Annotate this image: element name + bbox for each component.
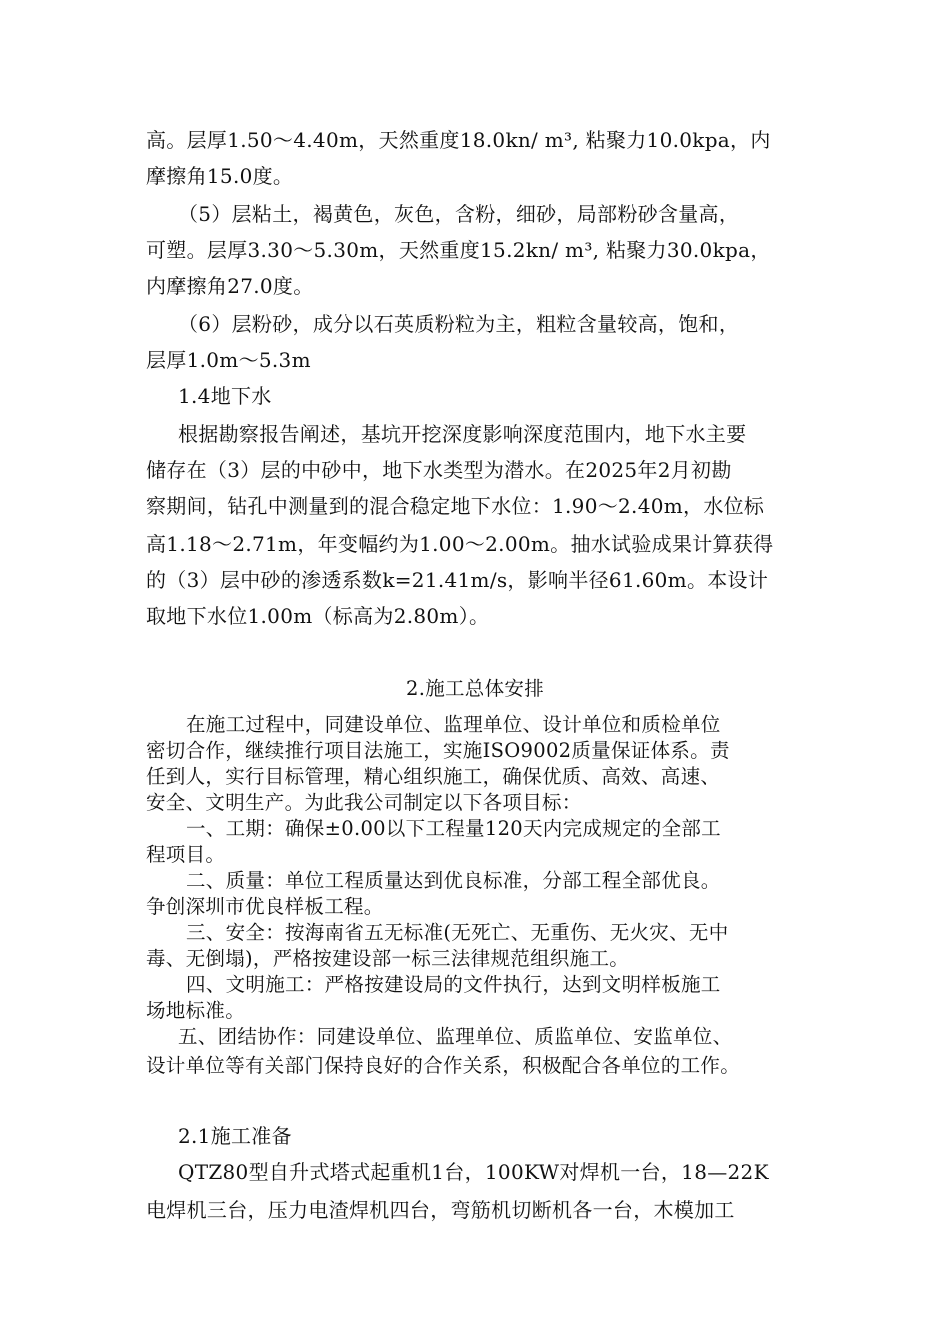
paragraph-line: QTZ80型自升式塔式起重机1台，100KW对焊机一台，18—22K (178, 1160, 769, 1184)
paragraph-line: 一、工期：确保±0.00以下工程量120天内完成规定的全部工 (186, 817, 721, 840)
paragraph-line: 可塑。层厚3.30～5.30m，天然重度15.2kn/ m³, 粘聚力30.0kpa， (146, 238, 771, 262)
paragraph-line: （5）层粘土，褐黄色，灰色，含粉，细砂，局部粉砂含量高， (178, 202, 740, 226)
paragraph-line: 争创深圳市优良样板工程。 (146, 895, 384, 918)
paragraph-line: 安全、文明生产。为此我公司制定以下各项目标： (146, 791, 582, 814)
section-heading: 2.1施工准备 (178, 1124, 292, 1148)
paragraph-line: 根据勘察报告阐述，基坑开挖深度影响深度范围内，地下水主要 (178, 422, 747, 446)
section-heading: 2.施工总体安排 (405, 677, 544, 700)
paragraph-line: （6）层粉砂，成分以石英质粉粒为主，粗粒含量较高，饱和， (178, 312, 740, 336)
paragraph-line: 取地下水位1.00m（标高为2.80m）。 (146, 604, 490, 628)
paragraph-line: 五、团结协作：同建设单位、监理单位、质监单位、安监单位、 (178, 1025, 733, 1048)
paragraph-line: 高1.18～2.71m，年变幅约为1.00～2.00m。抽水试验成果计算获得 (146, 532, 774, 556)
paragraph-line: 层厚1.0m～5.3m (146, 348, 311, 372)
paragraph-line: 四、文明施工：严格按建设局的文件执行，达到文明样板施工 (186, 973, 721, 996)
paragraph-line: 密切合作，继续推行项目法施工，实施ISO9002质量保证体系。责 (146, 739, 730, 762)
paragraph-line: 摩擦角15.0度。 (146, 164, 294, 188)
paragraph-line: 程项目。 (146, 843, 226, 866)
paragraph-line: 电焊机三台，压力电渣焊机四台，弯筋机切断机各一台，木模加工 (146, 1198, 735, 1222)
paragraph-line: 高。层厚1.50～4.40m，天然重度18.0kn/ m³, 粘聚力10.0kpa，内 (146, 128, 771, 152)
section-heading: 1.4地下水 (178, 384, 272, 408)
paragraph-line: 二、质量：单位工程质量达到优良标准，分部工程全部优良。 (186, 869, 721, 892)
paragraph-line: 任到人，实行目标管理，精心组织施工，确保优质、高效、高速、 (146, 765, 721, 788)
paragraph-line: 察期间，钻孔中测量到的混合稳定地下水位：1.90～2.40m，水位标 (146, 494, 765, 518)
paragraph-line: 的（3）层中砂的渗透系数k=21.41m/s，影响半径61.60m。本设计 (146, 568, 769, 592)
paragraph-line: 毒、无倒塌)，严格按建设部一标三法律规范组织施工。 (146, 947, 630, 970)
paragraph-line: 在施工过程中，同建设单位、监理单位、设计单位和质检单位 (186, 713, 721, 736)
paragraph-line: 储存在（3）层的中砂中，地下水类型为潜水。在2025年2月初勘 (146, 458, 732, 482)
paragraph-line: 场地标准。 (146, 999, 246, 1022)
paragraph-line: 内摩擦角27.0度。 (146, 274, 314, 298)
paragraph-line: 三、安全：按海南省五无标准(无死亡、无重伤、无火灾、无中 (186, 921, 729, 944)
paragraph-line: 设计单位等有关部门保持良好的合作关系，积极配合各单位的工作。 (146, 1054, 741, 1077)
